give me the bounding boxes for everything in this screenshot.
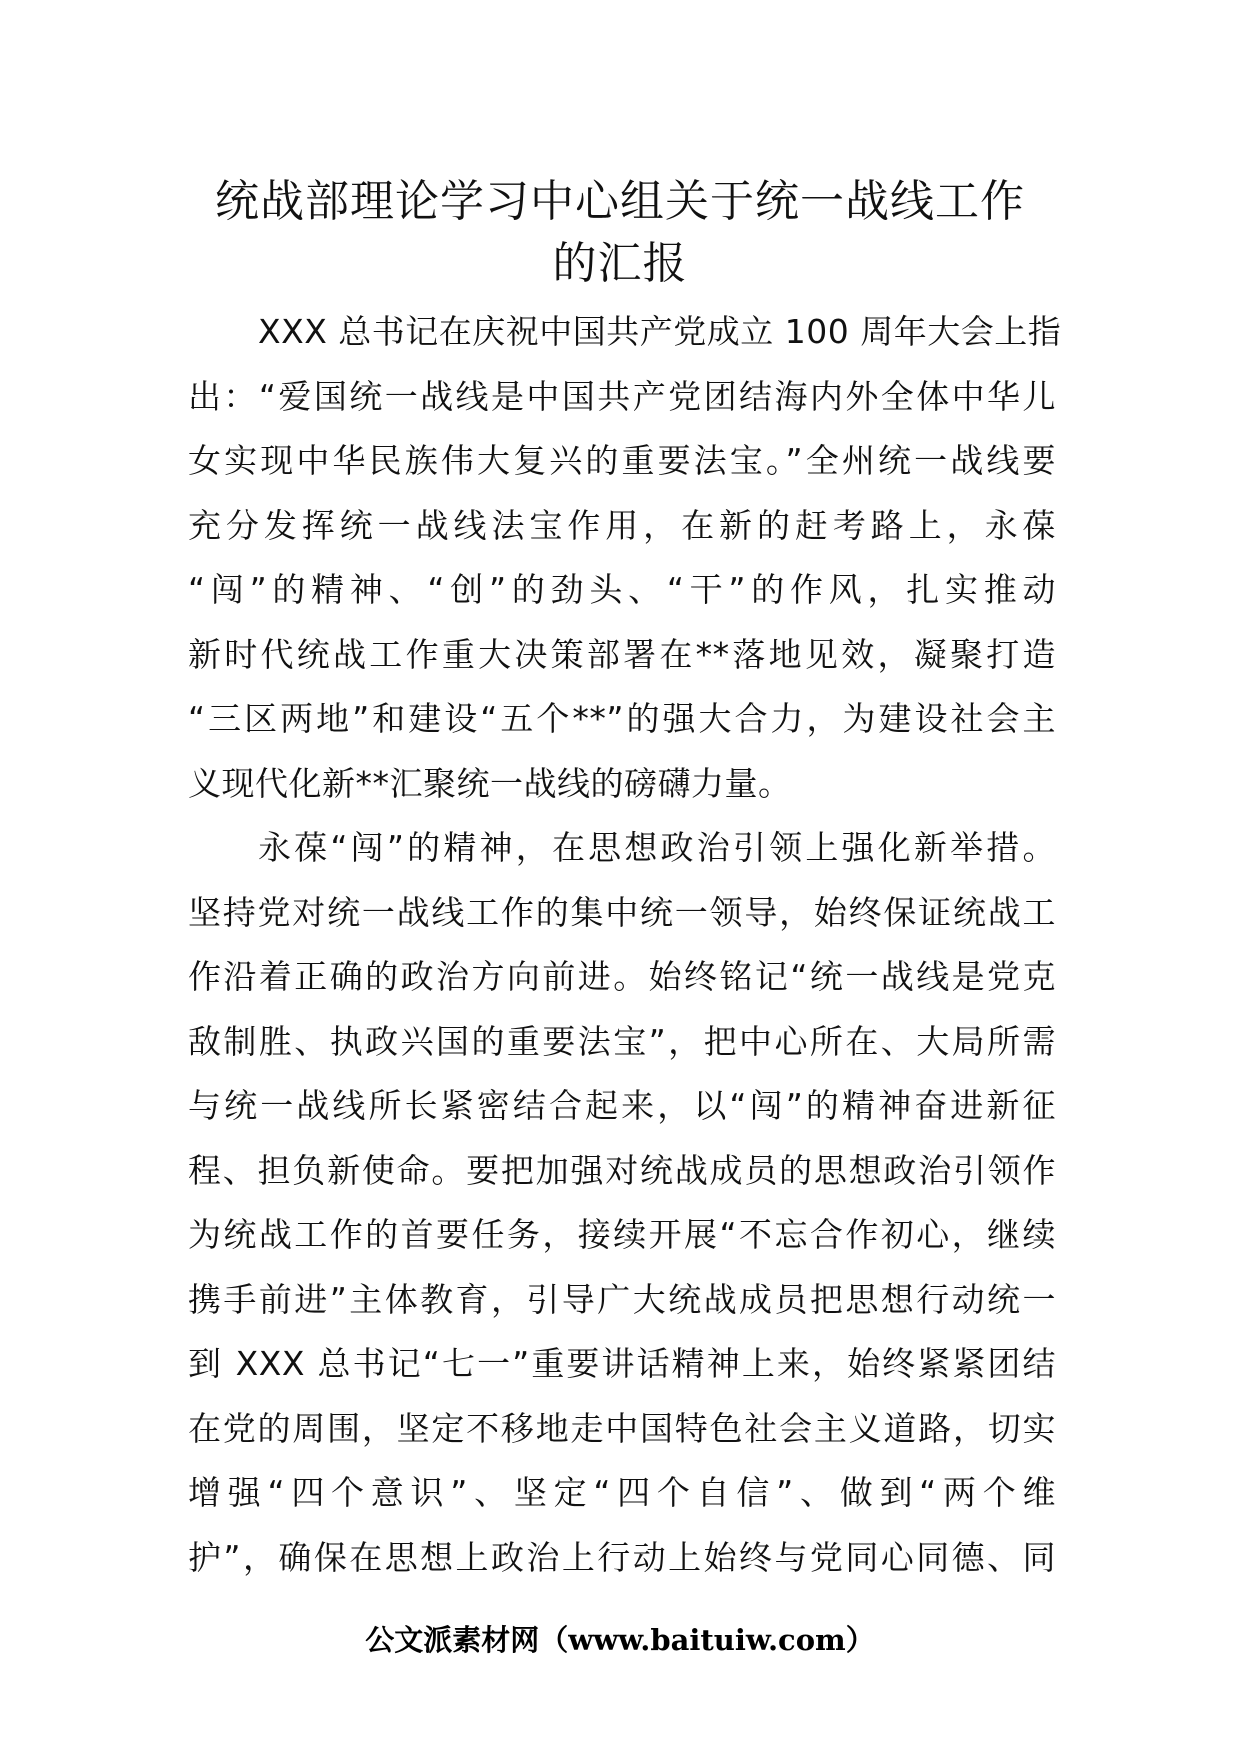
body-line: 义现代化新**汇聚统一战线的磅礴力量。 [188, 763, 792, 803]
body-line: 永葆“闯”的精神，在思想政治引领上强化新举措。 [258, 828, 1056, 867]
body-line: 新时代统战工作重大决策部署在**落地见效，凝聚打造 [188, 634, 1056, 674]
body-line: 女实现中华民族伟大复兴的重要法宝。”全州统一战线要 [188, 441, 1056, 480]
body-line: 增强“四个意识”、坚定“四个自信”、做到“两个维 [188, 1473, 1056, 1512]
body-line: 作沿着正确的政治方向前进。始终铭记“统一战线是党克 [188, 957, 1056, 996]
body-line: 为统战工作的首要任务，接续开展“不忘合作初心，继续 [188, 1215, 1056, 1254]
body-line: 与统一战线所长紧密结合起来，以“闯”的精神奋进新征 [188, 1086, 1056, 1125]
body-line: 携手前进”主体教育，引导广大统战成员把思想行动统一 [188, 1279, 1056, 1319]
footer-watermark: 公文派素材网（www.baituiw.com） [365, 1623, 875, 1657]
body-line: 敌制胜、执政兴国的重要法宝”，把中心所在、大局所需 [188, 1021, 1056, 1061]
body-line: 充分发挥统一战线法宝作用，在新的赶考路上，永葆 [188, 505, 1056, 545]
body-line: 坚持党对统一战线工作的集中统一领导，始终保证统战工 [188, 892, 1056, 932]
document-body [188, 300, 1062, 1590]
body-line: “闯”的精神、“创”的劲头、“干”的作风，扎实推动 [188, 570, 1056, 609]
document-title-line-2: 的汇报 [552, 238, 688, 289]
body-line: 到 XXX 总书记“七一”重要讲话精神上来，始终紧紧团结 [188, 1344, 1056, 1383]
body-line: “三区两地”和建设“五个**”的强大合力，为建设社会主 [188, 699, 1056, 738]
body-line: 程、担负新使命。要把加强对统战成员的思想政治引领作 [188, 1150, 1056, 1190]
body-line: 出：“爱国统一战线是中国共产党团结海内外全体中华儿 [188, 376, 1056, 416]
body-line: XXX 总书记在庆祝中国共产党成立 100 周年大会上指 [258, 312, 1062, 351]
body-line: 护”，确保在思想上政治上行动上始终与党同心同德、同 [188, 1537, 1056, 1577]
body-line: 在党的周围，坚定不移地走中国特色社会主义道路，切实 [188, 1408, 1056, 1448]
document-title-line-1: 统战部理论学习中心组关于统一战线工作 [215, 176, 1025, 227]
